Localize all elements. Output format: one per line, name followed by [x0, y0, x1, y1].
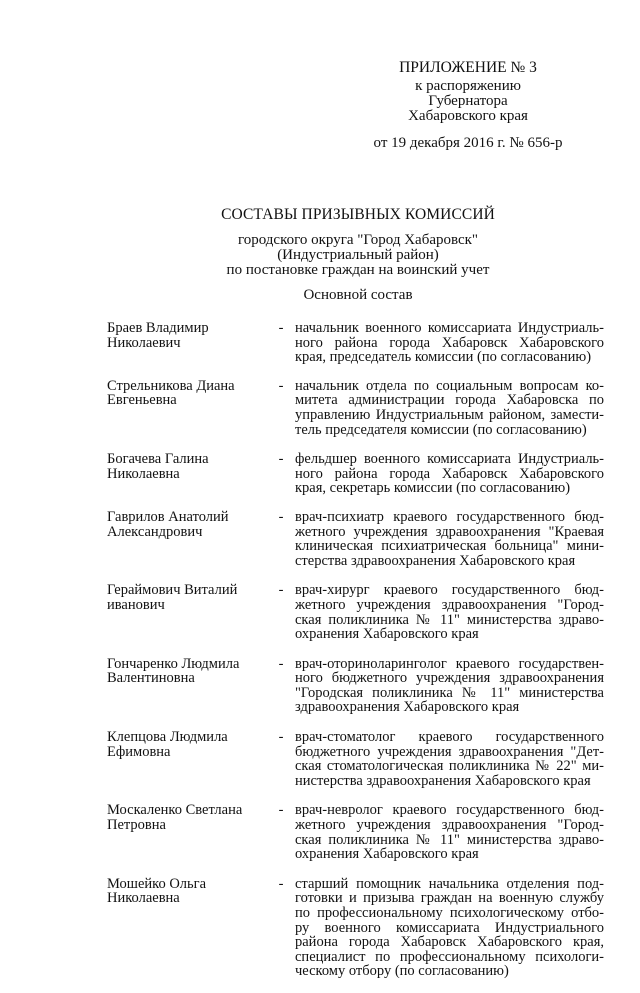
member-dash: - — [278, 451, 284, 468]
member-description-line: тель председателя комиссии (по согласованию) — [295, 421, 587, 438]
section-heading: Основной состав — [303, 287, 413, 303]
member-description-line: врач-хирург краевого государственного бюд- — [295, 582, 604, 599]
member-description-line: нистерства здравоохранения Хабаровского края — [295, 772, 591, 789]
appendix-heading: ПРИЛОЖЕНИЕ № 3 — [399, 59, 537, 76]
member-description-line: управлению Индустриальным районом, замести- — [295, 406, 604, 423]
member-description-line: врач-невролог краевого государственного бюд- — [295, 802, 604, 819]
member-dash: - — [278, 729, 284, 746]
member-row — [107, 510, 604, 568]
member-description-line: ская поликлиника № 11" министерства здраво- — [295, 831, 604, 848]
member-name-line: Москаленко Светлана — [107, 802, 243, 819]
member-name-line: Клепцова Людмила — [107, 729, 228, 746]
member-name-line: Николаевна — [107, 465, 180, 482]
member-dash: - — [278, 802, 284, 819]
member-name-line: Гаврилов Анатолий — [107, 508, 229, 525]
appendix-line: Хабаровского края — [408, 108, 528, 124]
member-description — [295, 657, 604, 715]
member-name — [107, 583, 267, 641]
member-dash: - — [278, 875, 284, 892]
member-dash: - — [278, 320, 284, 336]
member-description-line: начальник военного комиссариата Индустриаль- — [295, 320, 604, 336]
member-description — [295, 379, 604, 437]
member-description-line: ного бюджетного учреждения здравоохранения — [295, 670, 604, 687]
member-description-line: ская стоматологическая поликлиника № 22" ми- — [295, 758, 604, 775]
member-description-line: врач-психиатр краевого государственного бюд- — [295, 508, 604, 525]
member-description-line: здравоохранения Хабаровского края — [295, 699, 520, 716]
member-description — [295, 877, 604, 979]
member-description-line: стерства здравоохранения Хабаровского края — [295, 552, 576, 569]
member-row — [107, 379, 604, 437]
member-name-line: Браев Владимир — [107, 320, 209, 336]
member-description-line: края, секретарь комиссии (по согласованию) — [295, 480, 571, 497]
member-description-line: охранения Хабаровского края — [295, 626, 479, 643]
member-name-line: Стрельникова Диана — [107, 377, 235, 394]
member-row — [107, 730, 604, 788]
member-row — [107, 803, 604, 861]
appendix-line: Губернатора — [428, 93, 508, 109]
appendix-date: от 19 декабря 2016 г. № 656-р — [373, 135, 563, 151]
member-name — [107, 803, 267, 861]
member-description-line: района города Хабаровск Хабаровского края, — [295, 934, 604, 951]
member-name — [107, 452, 267, 496]
member-description-line: охранения Хабаровского края — [295, 846, 479, 863]
member-row — [107, 452, 604, 496]
member-description-line: врач-оториноларинголог краевого государствен- — [295, 655, 604, 672]
member-name-line: Мошейко Ольга — [107, 875, 207, 892]
member-row — [107, 583, 604, 641]
member-row — [107, 321, 604, 365]
member-description-line: по профессиональному психологическому отбо- — [295, 905, 604, 921]
member-description — [295, 583, 604, 641]
member-name — [107, 379, 267, 437]
member-row — [107, 877, 604, 979]
member-dash: - — [278, 508, 284, 525]
member-description-line: врач-стоматолог краевого государственного — [295, 729, 604, 746]
member-name-line: Валентиновна — [107, 670, 195, 687]
document-title-block — [120, 207, 596, 278]
member-description-line: клиническая психиатрическая больница" мини- — [295, 538, 604, 555]
member-description — [295, 730, 604, 788]
member-description-line: жетного учреждения здравоохранения "Город- — [295, 596, 604, 613]
member-description — [295, 803, 604, 861]
member-description-line: специалист по профессиональному психологи- — [295, 948, 604, 965]
member-description-line: ческому отбору (по согласованию) — [295, 963, 509, 980]
member-name-line: Богачева Галина — [107, 451, 209, 468]
member-description — [295, 452, 604, 496]
member-dash: - — [278, 655, 284, 672]
member-name-line: Гераймович Виталий — [107, 582, 238, 599]
appendix-line: к распоряжению — [415, 78, 521, 94]
member-description-line: ская поликлиника № 11" министерства здраво- — [295, 611, 604, 628]
member-name — [107, 510, 267, 568]
title-line: (Индустриальный район) — [277, 247, 439, 263]
member-description-line: ного района города Хабаровск Хабаровского — [295, 334, 604, 351]
member-name — [107, 657, 267, 715]
member-description-line: бюджетного учреждения здравоохранения "Дет- — [295, 743, 604, 760]
title-line: городского округа "Город Хабаровск" — [237, 232, 479, 248]
member-description-line: готовки и призыва граждан на военную службу — [295, 890, 604, 907]
member-name-line: Ефимовна — [107, 743, 171, 760]
member-name-line: Евгеньевна — [107, 392, 177, 409]
appendix-block — [330, 60, 606, 151]
member-name-line: Николаевич — [107, 334, 181, 351]
member-name-line: Александрович — [107, 523, 203, 540]
members-list — [107, 321, 604, 993]
member-name — [107, 730, 267, 788]
document-title: СОСТАВЫ ПРИЗЫВНЫХ КОМИССИЙ — [221, 206, 495, 223]
member-dash: - — [278, 377, 284, 394]
member-description-line: жетного учреждения здравоохранения "Краевая — [295, 523, 604, 540]
member-dash: - — [278, 582, 284, 599]
member-description-line: жетного учреждения здравоохранения "Город- — [295, 817, 604, 834]
member-description — [295, 321, 604, 365]
member-name-line: Гончаренко Людмила — [107, 655, 240, 672]
member-row — [107, 657, 604, 715]
member-description-line: "Городская поликлиника № 11" министерства — [295, 684, 604, 701]
member-name — [107, 321, 267, 365]
member-name — [107, 877, 267, 979]
member-name-line: Петровна — [107, 817, 166, 834]
member-name-line: иванович — [107, 596, 165, 613]
member-description-line: края, председатель комиссии (по согласованию) — [295, 349, 592, 366]
member-description — [295, 510, 604, 568]
member-description-line: фельдшер военного комиссариата Индустриаль- — [295, 451, 604, 468]
member-description-line: митета администрации города Хабаровска по — [295, 392, 604, 409]
member-description-line: ного района города Хабаровск Хабаровского — [295, 465, 604, 482]
title-line: по постановке граждан на воинский учет — [226, 262, 490, 278]
member-name-line: Николаевна — [107, 890, 180, 907]
member-description-line: ру военного комиссариата Индустриального — [295, 919, 604, 936]
member-description-line: начальник отдела по социальным вопросам ко- — [295, 377, 604, 394]
member-description-line: старший помощник начальника отделения под- — [295, 875, 604, 892]
